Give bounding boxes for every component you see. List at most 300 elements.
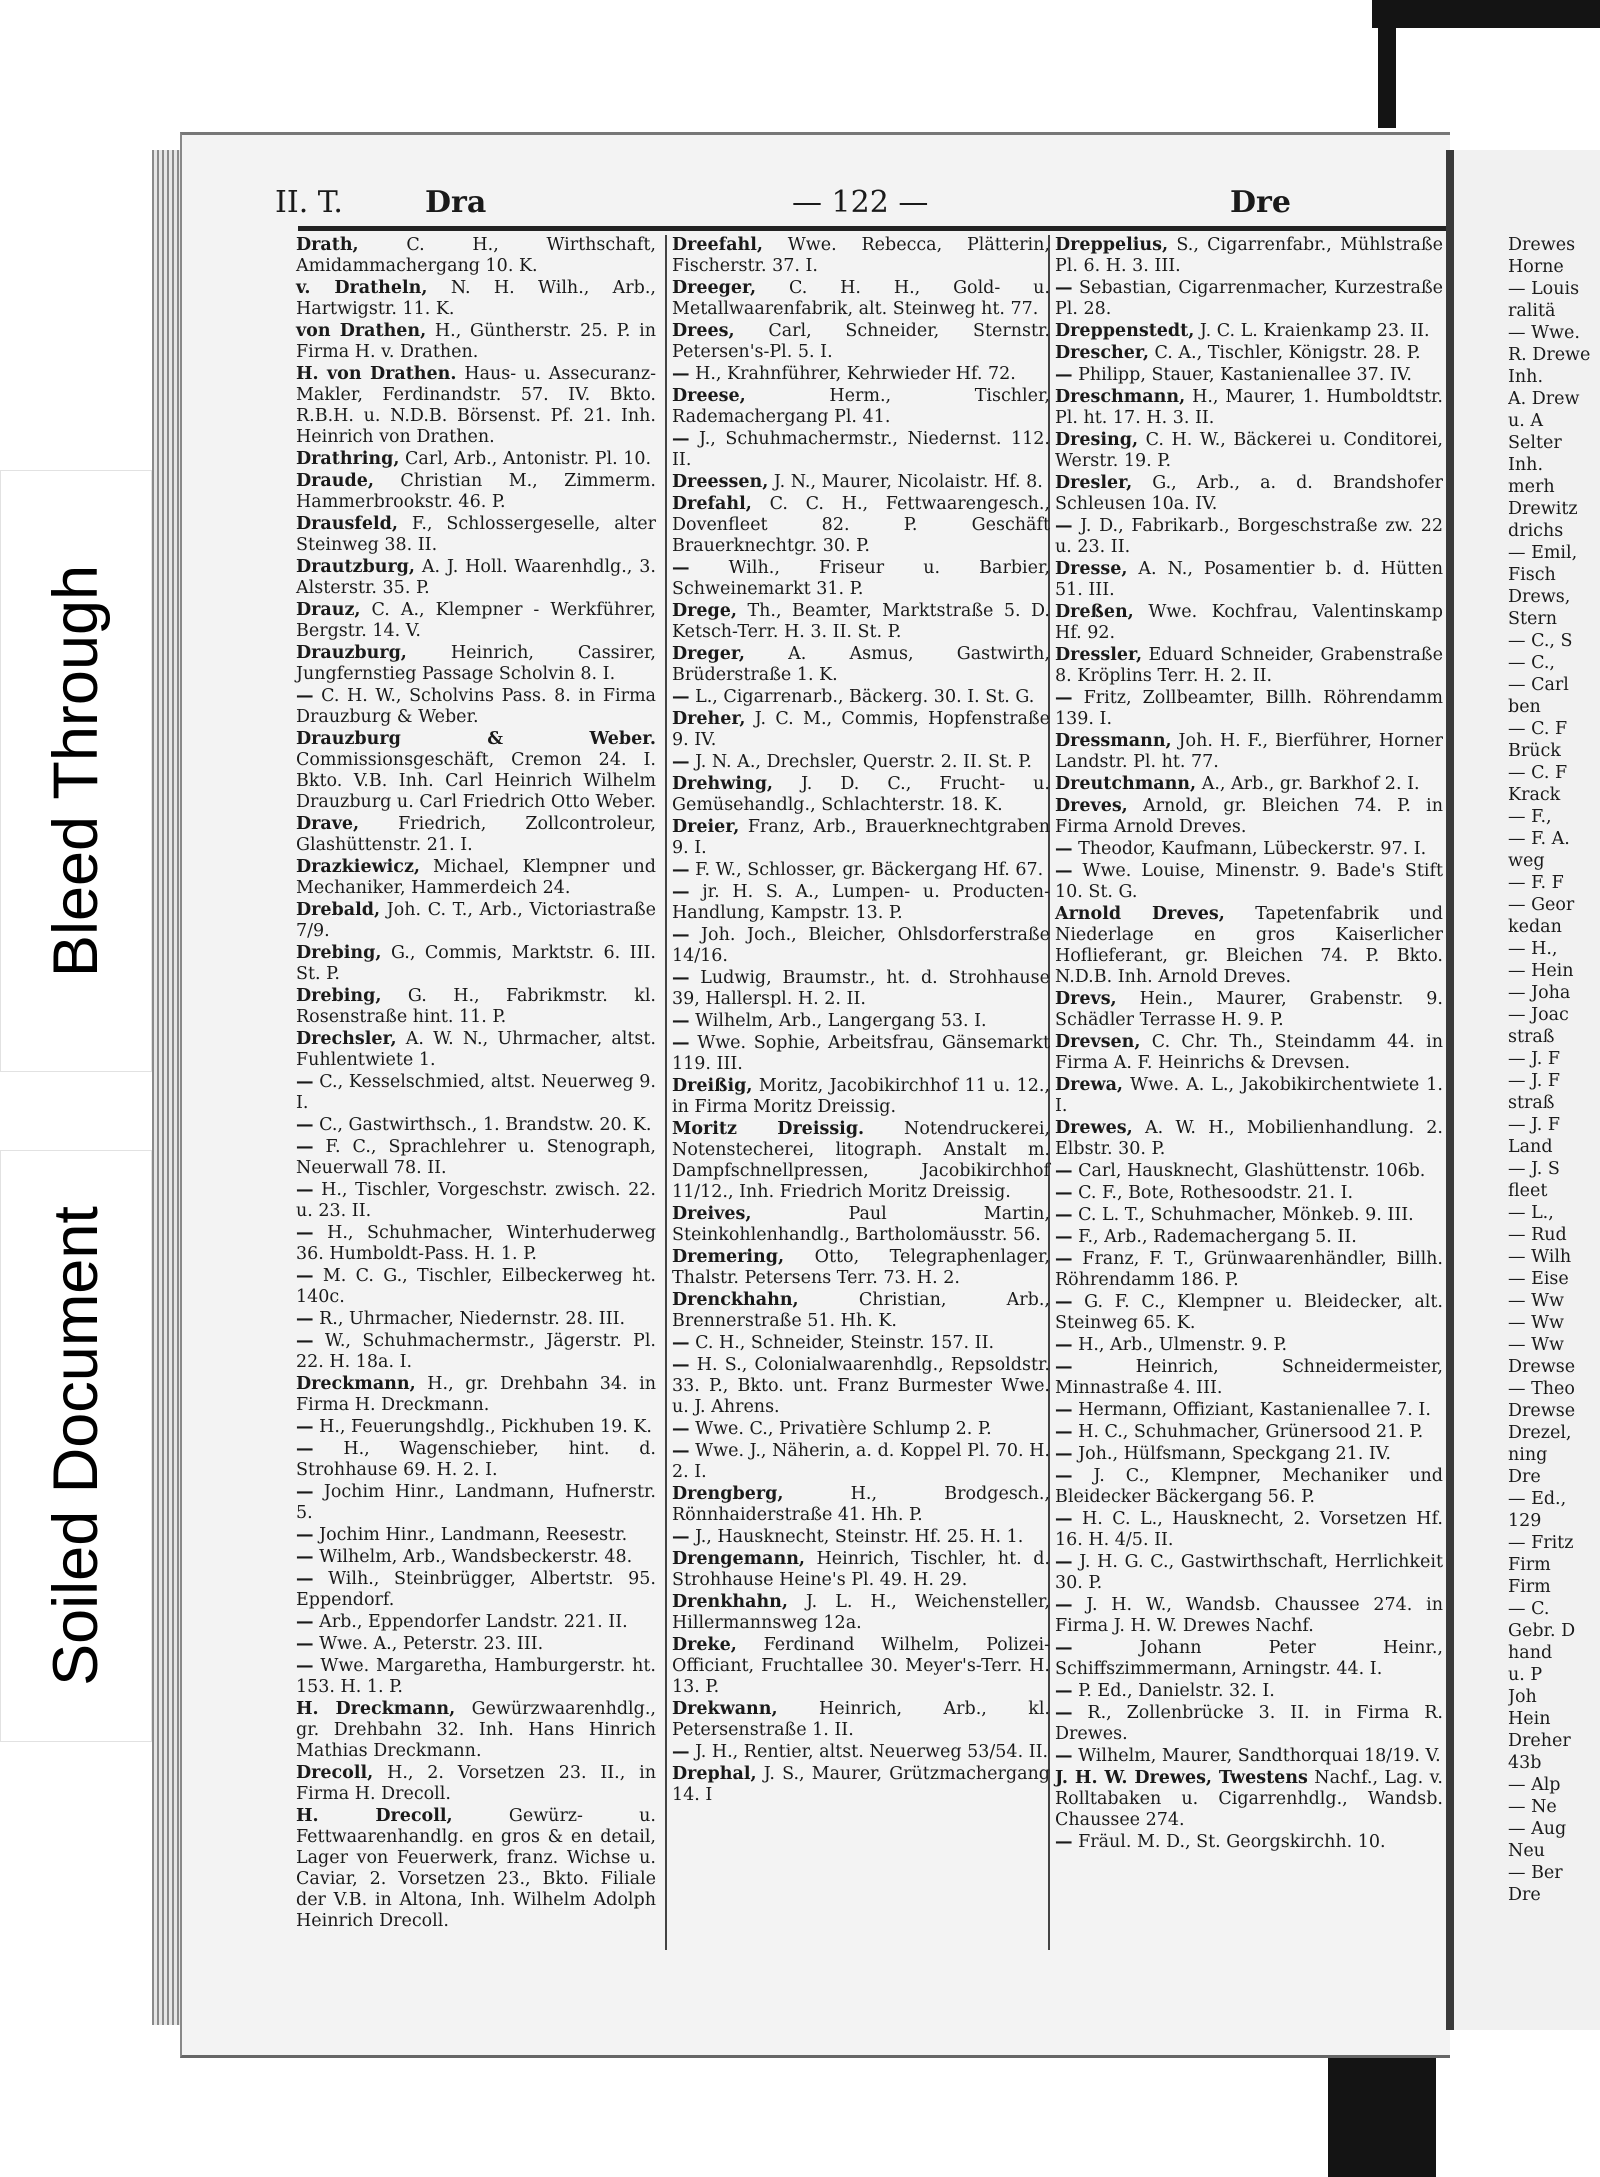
entry-name: —: [672, 687, 690, 707]
entry-text: Drews,: [1508, 587, 1571, 607]
entry-name: —: [1055, 1422, 1073, 1442]
entry-text: Heinrich, Arb., kl. Petersenstraße 1. II.: [672, 1699, 1050, 1740]
entry-text: — Ww: [1508, 1313, 1565, 1333]
entry-text: H., Brodgesch., Rönnhaiderstraße 41. Hh. P.: [672, 1484, 1050, 1525]
directory-entry: [1055, 1595, 1443, 1637]
entry-text: Christian M., Zimmerm. Hammerbrookstr. 46. P.: [296, 471, 656, 512]
directory-entry: [296, 600, 656, 642]
entry-text: C. A., Tischler, Königstr. 28. P.: [1154, 343, 1421, 363]
entry-text: — Ww: [1508, 1335, 1565, 1355]
entry-text: 129: [1508, 1511, 1542, 1531]
entry-name: —: [1055, 1832, 1073, 1852]
entry-name: Drenckhahn,: [672, 1290, 799, 1310]
directory-entry: [672, 278, 1050, 320]
directory-entry: [672, 1549, 1050, 1591]
entry-name: —: [296, 1115, 314, 1135]
entry-name: —: [672, 1419, 690, 1439]
entry-text: C. H., Wirthschaft, Amidammachergang 10. K.: [296, 235, 656, 276]
entry-text: Friedrich, Zollcontroleur, Glashüttenstr. 21. I.: [296, 814, 656, 855]
entry-name: Dreeger,: [672, 278, 757, 298]
directory-entry: [1508, 609, 1600, 630]
entry-name: Drevs,: [1055, 989, 1117, 1009]
directory-entry: [296, 1223, 656, 1265]
entry-text: R., Uhrmacher, Niedernstr. 28. III.: [319, 1309, 626, 1329]
directory-entry: [672, 1011, 1050, 1032]
page-number: — 122 —: [792, 185, 929, 220]
directory-entry: [1508, 1819, 1600, 1840]
directory-entry: [1055, 343, 1443, 364]
directory-entry: [1508, 1687, 1600, 1708]
entry-name: —: [296, 1569, 314, 1589]
directory-entry: [1508, 741, 1600, 762]
directory-entry: [1508, 235, 1600, 256]
entry-name: —: [296, 1137, 314, 1157]
directory-entry: [1508, 1621, 1600, 1642]
entry-text: A. N., Posamentier b. d. Hütten 51. III.: [1055, 559, 1443, 600]
directory-entry: [1055, 1552, 1443, 1594]
entry-text: Carl, Hausknecht, Glashüttenstr. 106b.: [1078, 1161, 1426, 1181]
directory-entry: [1508, 1291, 1600, 1312]
entry-name: —: [1055, 1183, 1073, 1203]
entry-text: F., Arb., Rademachergang 5. II.: [1078, 1227, 1357, 1247]
directory-entry: [1508, 961, 1600, 982]
entry-text: Dreher: [1508, 1731, 1571, 1751]
entry-text: Tapetenfabrik und Niederlage en gros Kaiserlicher Hoflieferant, gr. Bleichen 74. P. Bkto. N.D.B. Inh. Arnold Dreves.: [1055, 904, 1443, 987]
directory-entry: [1508, 1511, 1600, 1532]
entry-name: Dreißig,: [672, 1076, 753, 1096]
entry-text: C. Chr. Th., Steindamm 44. in Firma A. F. Heinrichs & Drevsen.: [1055, 1032, 1443, 1073]
directory-entry: [1055, 559, 1443, 601]
directory-entry: [1508, 653, 1600, 674]
directory-entry: [1508, 1071, 1600, 1092]
entry-text: J. C. M., Commis, Hopfenstraße 9. IV.: [672, 709, 1050, 750]
directory-entry: [672, 1333, 1050, 1354]
entry-text: J. C., Klempner, Mechaniker und Bleidecker Bäckergang 56. P.: [1055, 1466, 1443, 1507]
directory-entry: [672, 1119, 1050, 1203]
header-rule: [298, 226, 1446, 231]
column-divider: [665, 235, 667, 1950]
directory-entry: [1055, 1746, 1443, 1767]
entry-name: v. Dratheln,: [296, 278, 428, 298]
entry-text: Michael, Klempner und Mechaniker, Hammerdeich 24.: [296, 857, 656, 898]
directory-entry: [1508, 1885, 1600, 1906]
entry-text: C. A., Klempner - Werkführer, Bergstr. 14. V.: [296, 600, 656, 641]
directory-entry: [296, 1634, 656, 1655]
entry-text: — Theo: [1508, 1379, 1575, 1399]
entry-text: — Wilh: [1508, 1247, 1572, 1267]
entry-text: Wwe. A., Peterstr. 23. III.: [319, 1634, 544, 1654]
directory-entry: [1508, 1709, 1600, 1730]
entry-text: — J. F: [1508, 1115, 1560, 1135]
entry-name: —: [672, 429, 690, 449]
entry-name: Dresing,: [1055, 430, 1139, 450]
entry-text: — J. F: [1508, 1049, 1560, 1069]
directory-entry: [1055, 1183, 1443, 1204]
entry-text: C. L. T., Schuhmacher, Mönkeb. 9. III.: [1078, 1205, 1414, 1225]
entry-name: —: [1055, 1335, 1073, 1355]
directory-entry: [1508, 301, 1600, 322]
entry-text: Joh. H. F., Bierführer, Horner Landstr. Pl. ht. 77.: [1055, 731, 1443, 772]
entry-name: —: [672, 1355, 690, 1375]
directory-entry: [672, 494, 1050, 557]
directory-entry: [1508, 1137, 1600, 1158]
directory-entry: [672, 1419, 1050, 1440]
entry-text: — Joha: [1508, 983, 1571, 1003]
entry-text: Firm: [1508, 1555, 1551, 1575]
entry-text: R., Zollenbrücke 3. II. in Firma R. Drewes.: [1055, 1703, 1443, 1744]
directory-entry: [672, 882, 1050, 924]
entry-name: —: [1055, 861, 1073, 881]
entry-name: —: [1055, 365, 1073, 385]
entry-name: Drath,: [296, 235, 359, 255]
entry-text: Brück: [1508, 741, 1561, 761]
entry-name: —: [1055, 1227, 1073, 1247]
entry-name: —: [1055, 1400, 1073, 1420]
directory-entry: [296, 1806, 656, 1932]
directory-entry: [1508, 1841, 1600, 1862]
directory-entry: [672, 1076, 1050, 1118]
entry-name: —: [296, 1072, 314, 1092]
entry-name: —: [296, 686, 314, 706]
entry-name: —: [672, 882, 690, 902]
entry-text: J. H. G. C., Gastwirthschaft, Herrlichkeit 30. P.: [1055, 1552, 1443, 1593]
entry-name: Drefahl,: [672, 494, 752, 514]
directory-entry: [1055, 516, 1443, 558]
entry-text: — Carl: [1508, 675, 1569, 695]
entry-name: Drehwing,: [672, 774, 774, 794]
directory-entry: [672, 1441, 1050, 1483]
entry-name: Drauz,: [296, 600, 361, 620]
entry-name: —: [1055, 839, 1073, 859]
entry-name: —: [1055, 1746, 1073, 1766]
entry-text: P. Ed., Danielstr. 32. I.: [1078, 1681, 1275, 1701]
entry-name: Dreckmann,: [296, 1374, 416, 1394]
entry-text: Stern: [1508, 609, 1558, 629]
entry-name: —: [672, 1011, 690, 1031]
entry-name: Drebing,: [296, 986, 382, 1006]
entry-text: drichs: [1508, 521, 1564, 541]
directory-entry: [1508, 543, 1600, 564]
entry-text: — Joac: [1508, 1005, 1569, 1025]
directory-entry: [1508, 873, 1600, 894]
entry-text: R. Drewe: [1508, 345, 1591, 365]
entry-text: — Emil,: [1508, 543, 1578, 563]
directory-entry: [1055, 688, 1443, 730]
entry-name: Dresse,: [1055, 559, 1128, 579]
directory-entry: [1508, 1093, 1600, 1114]
directory-entry: [1055, 796, 1443, 838]
directory-entry: [1508, 257, 1600, 278]
entry-name: —: [1055, 278, 1073, 298]
entry-name: Dreher,: [672, 709, 746, 729]
entry-text: H., Wagenschieber, hint. d. Strohhause 69. H. 2. I.: [296, 1439, 656, 1480]
entry-name: —: [672, 925, 690, 945]
entry-text: Wilhelm, Maurer, Sandthorquai 18/19. V.: [1078, 1746, 1441, 1766]
directory-entry: [1508, 323, 1600, 344]
entry-text: Wwe. Louise, Minenstr. 9. Bade's Stift 10. St. G.: [1055, 861, 1443, 902]
directory-entry: [672, 1033, 1050, 1075]
directory-entry: [296, 1569, 656, 1611]
entry-name: —: [672, 1033, 690, 1053]
entry-text: Heinrich, Tischler, ht. d. Strohhause Heine's Pl. 49. H. 29.: [672, 1549, 1050, 1590]
directory-entry: [672, 1635, 1050, 1698]
directory-entry: [296, 1266, 656, 1308]
directory-entry: [1055, 365, 1443, 386]
directory-entry: [1508, 1159, 1600, 1180]
directory-entry: [1508, 565, 1600, 586]
entry-text: kedan: [1508, 917, 1562, 937]
directory-entry: [1508, 983, 1600, 1004]
bleed-through-label: [0, 470, 152, 1072]
entry-text: H. S., Colonialwaarenhdlg., Repsoldstr. 33. P., Bkto. unt. Franz Burmester Wwe. u. J. Ahrens.: [672, 1355, 1050, 1417]
header-right-catchword: Dre: [1230, 185, 1291, 220]
entry-text: Wwe. A. L., Jakobikirchentwiete 1. I.: [1055, 1075, 1443, 1116]
directory-entry: [672, 1247, 1050, 1289]
entry-text: Dre: [1508, 1467, 1541, 1487]
entry-name: Dreschmann,: [1055, 387, 1186, 407]
entry-name: Drenkhahn,: [672, 1592, 788, 1612]
entry-name: Dremering,: [672, 1247, 785, 1267]
directory-entry: [672, 1484, 1050, 1526]
directory-entry: [1508, 1731, 1600, 1752]
entry-text: Herm., Tischler, Rademachergang Pl. 41.: [672, 386, 1050, 427]
directory-entry: [1055, 1444, 1443, 1465]
directory-entry: [1055, 1681, 1443, 1702]
entry-name: Dreppenstedt,: [1055, 321, 1195, 341]
entry-text: u. A: [1508, 411, 1544, 431]
entry-text: — Eise: [1508, 1269, 1569, 1289]
entry-name: Dresler,: [1055, 473, 1133, 493]
directory-entry: [296, 1699, 656, 1762]
entry-name: Draude,: [296, 471, 374, 491]
entry-name: Drengemann,: [672, 1549, 806, 1569]
entry-name: Dreives,: [672, 1204, 752, 1224]
entry-text: H., Maurer, 1. Humboldtstr. Pl. ht. 17. H. 3. II.: [1055, 387, 1443, 428]
directory-entry: [1508, 1555, 1600, 1576]
directory-entry: [1055, 645, 1443, 687]
directory-entry: [1508, 1115, 1600, 1136]
directory-entry: [296, 1331, 656, 1373]
entry-text: ning: [1508, 1445, 1548, 1465]
entry-text: Joh: [1508, 1687, 1537, 1707]
entry-text: M. C. G., Tischler, Eilbeckerweg ht. 140c.: [296, 1266, 656, 1307]
entry-text: Heinrich, Schneidermeister, Minnastraße 4. III.: [1055, 1357, 1443, 1398]
entry-text: H., gr. Drehbahn 34. in Firma H. Dreckmann.: [296, 1374, 656, 1415]
directory-entry: [1508, 631, 1600, 652]
entry-name: Drecoll,: [296, 1763, 374, 1783]
entry-text: — C. F: [1508, 763, 1568, 783]
entry-name: —: [296, 1266, 314, 1286]
directory-entry: [1055, 1032, 1443, 1074]
directory-entry: [672, 364, 1050, 385]
entry-text: J. S., Maurer, Grützmachergang 14. I: [672, 1764, 1050, 1805]
directory-entry: [296, 1439, 656, 1481]
entry-text: G., Commis, Marktstr. 6. III. St. P.: [296, 943, 656, 984]
directory-entry: [1055, 1249, 1443, 1291]
entry-text: Theodor, Kaufmann, Lübeckerstr. 97. I.: [1078, 839, 1427, 859]
entry-name: —: [672, 1441, 690, 1461]
directory-entry: [672, 1742, 1050, 1763]
entry-text: Wwe. J., Näherin, a. d. Koppel Pl. 70. H. 2. I.: [672, 1441, 1050, 1482]
directory-entry: [1508, 411, 1600, 432]
entry-name: —: [672, 558, 690, 578]
entry-name: Dressler,: [1055, 645, 1143, 665]
entry-text: Drewse: [1508, 1401, 1576, 1421]
entry-name: —: [1055, 1357, 1073, 1377]
directory-entry: [1508, 477, 1600, 498]
entry-name: —: [672, 1742, 690, 1762]
entry-text: Haus- u. Assecuranz-Makler, Ferdinandstr. 57. IV. Bkto. R.B.H. u. N.D.B. Börsenst. Pf. 21. Inh. Heinrich von Drathen.: [296, 364, 656, 447]
entry-text: Heinrich, Cassirer, Jungfernstieg Passage Scholvin 8. I.: [296, 643, 656, 684]
entry-text: — Fritz: [1508, 1533, 1574, 1553]
entry-text: — Aug: [1508, 1819, 1567, 1839]
directory-entry: [1508, 763, 1600, 784]
directory-entry: [1508, 1445, 1600, 1466]
directory-entry: [1055, 473, 1443, 515]
scan-border-bottom: [1328, 2050, 1436, 2177]
entry-name: —: [1055, 1595, 1073, 1615]
entry-name: Dreppelius,: [1055, 235, 1169, 255]
entry-text: L., Cigarrenarb., Bäckerg. 30. I. St. G.: [695, 687, 1035, 707]
entry-name: Drauzburg,: [296, 643, 407, 663]
directory-entry: [1508, 697, 1600, 718]
entry-text: Drezel,: [1508, 1423, 1572, 1443]
entry-text: J. H., Rentier, altst. Neuerweg 53/54. II.: [695, 1742, 1049, 1762]
entry-text: H., Schuhmacher, Winterhuderweg 36. Humboldt-Pass. H. 1. P.: [296, 1223, 656, 1264]
directory-entry: [1508, 939, 1600, 960]
entry-text: Wwe. Kochfrau, Valentinskamp Hf. 92.: [1055, 602, 1443, 643]
directory-entry: [1508, 1181, 1600, 1202]
entry-text: — Geor: [1508, 895, 1575, 915]
entry-name: Drengberg,: [672, 1484, 784, 1504]
entry-name: —: [1055, 1292, 1073, 1312]
entry-text: fleet: [1508, 1181, 1548, 1201]
directory-entry: [672, 429, 1050, 471]
entry-name: —: [296, 1612, 314, 1632]
entry-text: J. L. H., Weichensteller, Hillermannsweg 12a.: [672, 1592, 1050, 1633]
entry-name: —: [1055, 1638, 1073, 1658]
directory-entry: [1055, 321, 1443, 342]
directory-entry: [1508, 1401, 1600, 1422]
entry-name: Arnold Dreves,: [1055, 904, 1225, 924]
entry-text: Philipp, Stauer, Kastanienallee 37. IV.: [1078, 365, 1412, 385]
entry-text: — Alp: [1508, 1775, 1561, 1795]
entry-text: Drewes: [1508, 235, 1576, 255]
directory-entry: [296, 1029, 656, 1071]
entry-name: von Drathen,: [296, 321, 427, 341]
entry-text: Dre: [1508, 1885, 1541, 1905]
entry-text: Th., Beamter, Marktstraße 5. D. Ketsch-Terr. H. 3. II. St. P.: [672, 601, 1050, 642]
directory-entry: [296, 900, 656, 942]
directory-entry: [296, 1115, 656, 1136]
entry-text: Eduard Schneider, Grabenstraße 8. Kröplins Terr. H. 2. II.: [1055, 645, 1443, 686]
directory-entry: [296, 321, 656, 363]
directory-entry: [1055, 1400, 1443, 1421]
entry-text: — J. S: [1508, 1159, 1560, 1179]
entry-name: H. Dreckmann,: [296, 1699, 456, 1719]
entry-text: C. H. W., Scholvins Pass. 8. in Firma Drauzburg & Weber.: [296, 686, 656, 727]
directory-entry: [1508, 279, 1600, 300]
directory-entry: [1508, 1269, 1600, 1290]
entry-text: Hein., Maurer, Grabenstr. 9. Schädler Terrasse H. 9. P.: [1055, 989, 1443, 1030]
directory-entry: [672, 1764, 1050, 1806]
directory-entry: [1055, 1357, 1443, 1399]
entry-name: —: [672, 1527, 690, 1547]
entry-name: Dreves,: [1055, 796, 1128, 816]
entry-name: —: [296, 1547, 314, 1567]
entry-text: — Louis: [1508, 279, 1580, 299]
directory-entry: [1508, 433, 1600, 454]
directory-entry: [296, 449, 656, 470]
directory-entry: [672, 774, 1050, 816]
directory-entry: [1508, 499, 1600, 520]
directory-entry: [672, 687, 1050, 708]
entry-text: H., Arb., Ulmenstr. 9. P.: [1078, 1335, 1288, 1355]
entry-text: C. H. H., Gold- u. Metallwaarenfabrik, alt. Steinweg ht. 77.: [672, 278, 1050, 319]
entry-text: Jochim Hinr., Landmann, Reesestr.: [319, 1525, 628, 1545]
entry-text: A., Arb., gr. Barkhof 2. I.: [1201, 774, 1420, 794]
directory-entry: [296, 514, 656, 556]
entry-text: straß: [1508, 1093, 1555, 1113]
entry-text: Gebr. D: [1508, 1621, 1576, 1641]
entry-text: H., Feuerungshdlg., Pickhuben 19. K.: [319, 1417, 652, 1437]
directory-entry: [1508, 1423, 1600, 1444]
directory-entry: [1055, 1422, 1443, 1443]
entry-name: Dressmann,: [1055, 731, 1172, 751]
entry-text: — C. F: [1508, 719, 1568, 739]
entry-name: Drekwann,: [672, 1699, 778, 1719]
entry-text: Franz, F. T., Grünwaarenhändler, Billh. Röhrendamm 186. P.: [1055, 1249, 1443, 1290]
entry-name: Drewa,: [1055, 1075, 1124, 1095]
entry-text: — C., S: [1508, 631, 1573, 651]
directory-column-facing-fragments: [1508, 235, 1600, 1907]
entry-text: C. H. W., Bäckerei u. Conditorei, Werstr. 19. P.: [1055, 430, 1443, 471]
directory-entry: [296, 686, 656, 728]
entry-text: — Wwe.: [1508, 323, 1580, 343]
entry-text: Joh. Joch., Bleicher, Ohlsdorferstraße 14/16.: [672, 925, 1050, 966]
directory-entry: [1508, 1247, 1600, 1268]
entry-name: Drevsen,: [1055, 1032, 1141, 1052]
directory-entry: [296, 1180, 656, 1222]
entry-text: C. C. H., Fettwaarengesch., Dovenfleet 82. P. Geschäft Brauerknechtgr. 30. P.: [672, 494, 1050, 556]
directory-entry: [296, 1482, 656, 1524]
entry-text: — Ww: [1508, 1291, 1565, 1311]
entry-text: F. W., Schlosser, gr. Bäckergang Hf. 67.: [695, 860, 1044, 880]
entry-text: H., Güntherstr. 25. P. in Firma H. v. Drathen.: [296, 321, 656, 362]
entry-text: Nachf., Lag. v. Rolltabaken u. Cigarrenhdlg., Wandsb. Chaussee 274.: [1055, 1768, 1443, 1830]
entry-name: Drauzburg & Weber.: [296, 729, 656, 749]
directory-entry: [1508, 1489, 1600, 1510]
directory-entry: [1508, 1225, 1600, 1246]
entry-name: —: [1055, 688, 1073, 708]
soiled-document-label-text: Soiled Document: [41, 1206, 111, 1686]
entry-text: G. F. C., Klempner u. Bleidecker, alt. Steinweg 65. K.: [1055, 1292, 1443, 1333]
entry-name: J. H. W. Drewes, Twestens: [1055, 1768, 1308, 1788]
entry-name: Drebald,: [296, 900, 381, 920]
entry-text: — H.,: [1508, 939, 1558, 959]
entry-name: —: [296, 1439, 314, 1459]
entry-text: — F. A.: [1508, 829, 1570, 849]
directory-entry: [1055, 387, 1443, 429]
entry-name: —: [296, 1180, 314, 1200]
entry-name: Drave,: [296, 814, 360, 834]
directory-entry: [296, 278, 656, 320]
scan-border-top: [1372, 0, 1600, 28]
entry-text: Arb., Eppendorfer Landstr. 221. II.: [319, 1612, 628, 1632]
directory-entry: [672, 558, 1050, 600]
entry-text: Horne: [1508, 257, 1564, 277]
directory-entry: [296, 471, 656, 513]
